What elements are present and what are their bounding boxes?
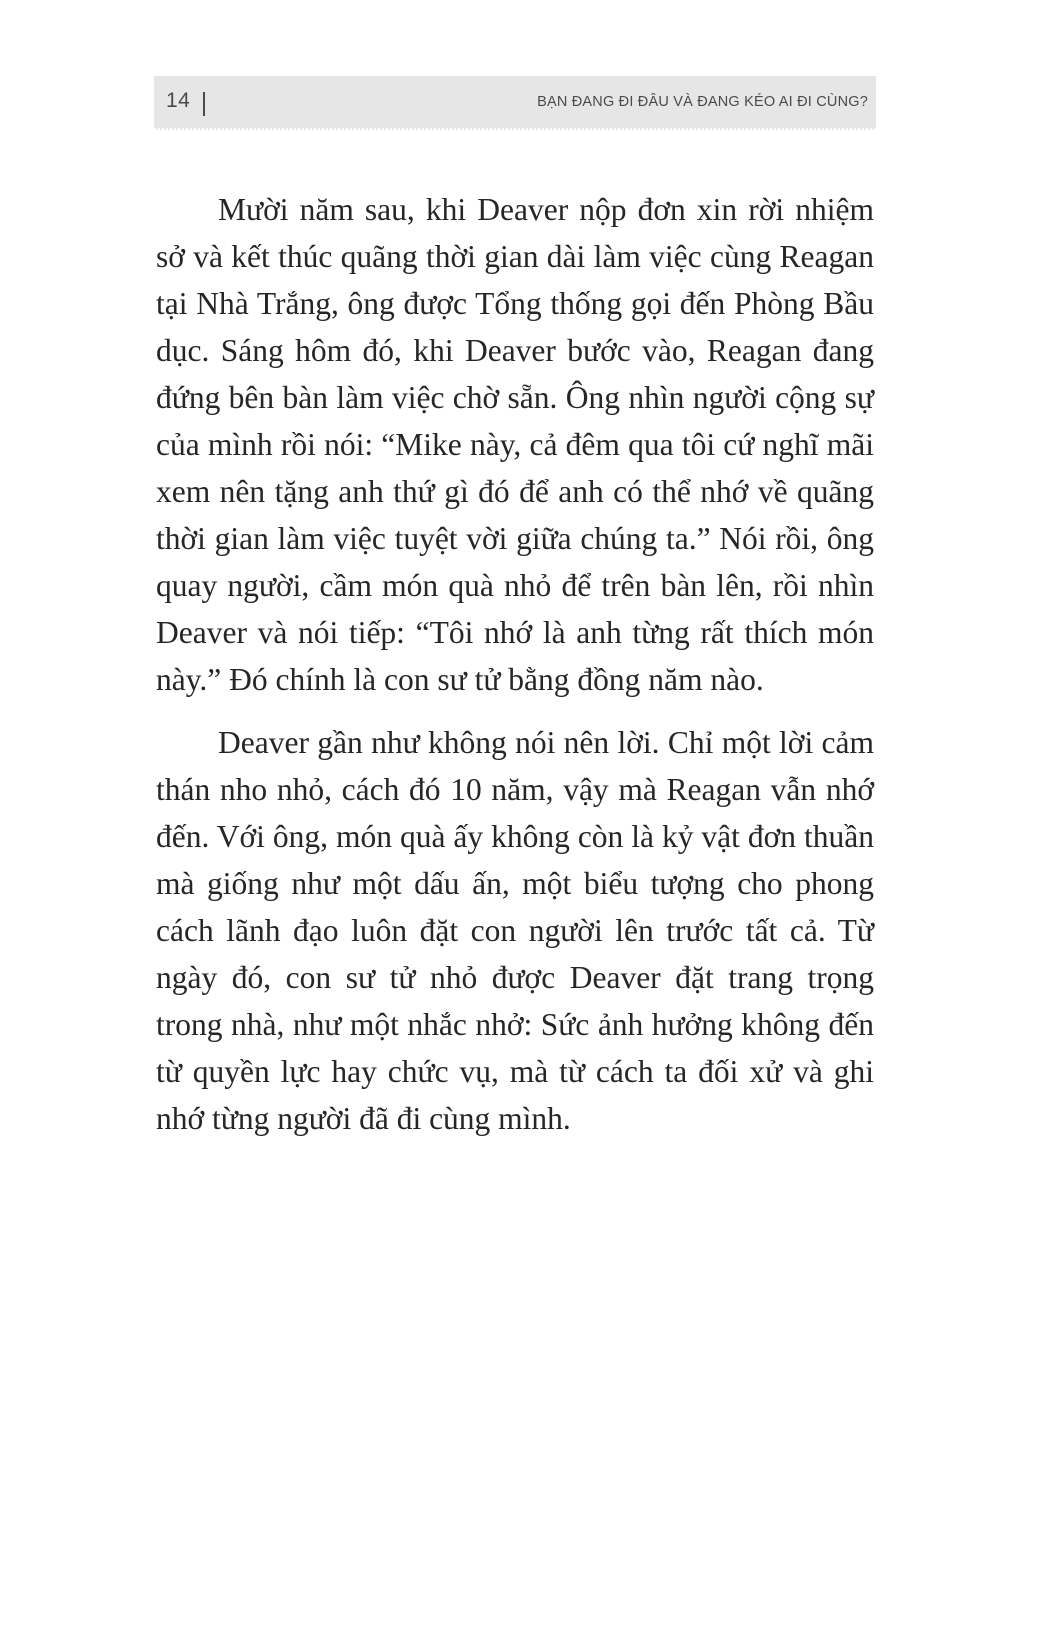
running-title: BẠN ĐANG ĐI ĐÂU VÀ ĐANG KÉO AI ĐI CÙNG? [537,94,868,110]
paragraph-2: Deaver gần như không nói nên lời. Chỉ một lời cảm thán nho nhỏ, cách đó 10 năm, vậy mà Reagan vẫn nhớ đến. Với ông, món quà ấy không còn là kỷ vật đơn thuần mà giống như một dấu ấn, một biểu tượng cho phong cách lãnh đạo luôn đặt con người lên trước tất cả. Từ ngày đó, con sư tử nhỏ được Deaver đặt trang trọng trong nhà, như một nhắc nhở: Sức ảnh hưởng không đến từ quyền lực hay chức vụ, mà từ cách ta đối xử và ghi nhớ từng người đã đi cùng mình. [156,725,874,1136]
page-number: 14 [166,89,191,112]
body-text [156,186,874,1142]
paragraph-1: Mười năm sau, khi Deaver nộp đơn xin rời nhiệm sở và kết thúc quãng thời gian dài làm việc cùng Reagan tại Nhà Trắng, ông được Tổng thống gọi đến Phòng Bầu dục. Sáng hôm đó, khi Deaver bước vào, Reagan đang đứng bên bàn làm việc chờ sẵn. Ông nhìn người cộng sự của mình rồi nói: “Mike này, cả đêm qua tôi cứ nghĩ mãi xem nên tặng anh thứ gì đó để anh có thể nhớ về quãng thời gian làm việc tuyệt vời giữa chúng ta.” Nói rồi, ông quay người, cầm món quà nhỏ để trên bàn lên, rồi nhìn Deaver và nói tiếp: “Tôi nhớ là anh từng rất thích món này.” Đó chính là con sư tử bằng đồng năm nào. [156,192,874,697]
header-divider [203,92,205,116]
page-header [154,76,876,130]
